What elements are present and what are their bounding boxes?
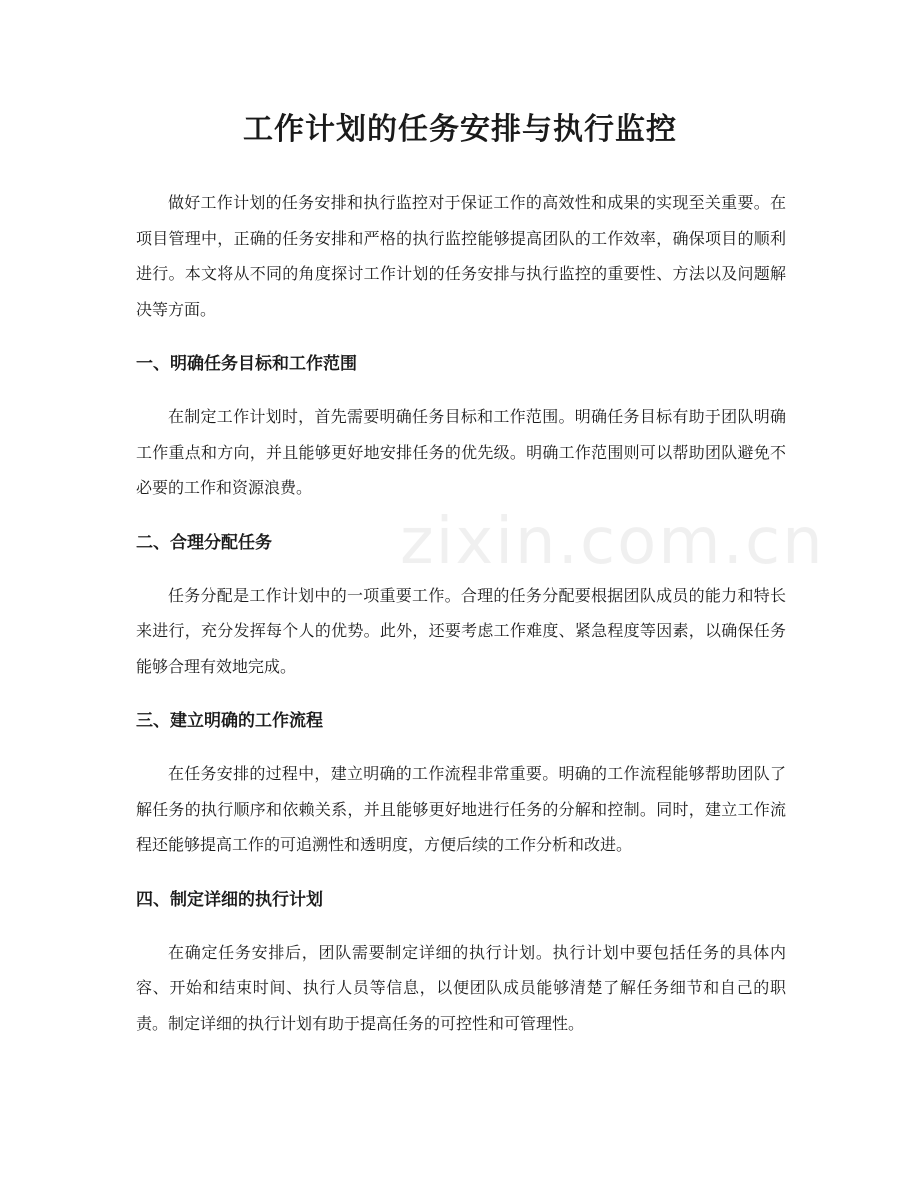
section-paragraph: 在任务安排的过程中，建立明确的工作流程非常重要。明确的工作流程能够帮助团队了解任务的执行顺序和依赖关系，并且能够更好地进行任务的分解和控制。同时，建立工作流程还能够提高工作的可追溯性和透明度，方便后续的工作分析和改进。 [136,764,786,854]
document-title: 工作计划的任务安排与执行监控 [243,112,677,147]
section-paragraph: 在确定任务安排后，团队需要制定详细的执行计划。执行计划中要包括任务的具体内容、开始和结束时间、执行人员等信息，以便团队成员能够清楚了解任务细节和自己的职责。制定详细的执行计划有助于提高任务的可控性和可管理性。 [136,942,786,1033]
section-2 [136,528,786,707]
intro-paragraph: 做好工作计划的任务安排和执行监控对于保证工作的高效性和成果的实现至关重要。在项目管理中，正确的任务安排和严格的执行监控能够提高团队的工作效率，确保项目的顺利进行。本文将从不同的角度探讨工作计划的任务安排与执行监控的重要性、方法以及问题解决等方面。 [136,193,786,319]
section-1 [136,349,786,528]
section-paragraph: 在制定工作计划时，首先需要明确任务目标和工作范围。明确任务目标有助于团队明确工作重点和方向，并且能够更好地安排任务的优先级。明确工作范围则可以帮助团队避免不必要的工作和资源浪费。 [136,407,786,497]
section-paragraph: 任务分配是工作计划中的一项重要工作。合理的任务分配要根据团队成员的能力和特长来进行，充分发挥每个人的优势。此外，还要考虑工作难度、紧急程度等因素，以确保任务能够合理有效地完成。 [136,585,786,676]
section-4 [136,885,786,1042]
watermark: zixin.com.cn [400,505,825,579]
section-heading: 四、制定详细的执行计划 [136,889,323,910]
section-heading: 三、建立明确的工作流程 [136,711,323,731]
section-heading: 一、明确任务目标和工作范围 [136,354,357,374]
document-body [136,185,825,1041]
section-heading: 二、合理分配任务 [136,532,272,553]
section-3 [136,706,786,885]
